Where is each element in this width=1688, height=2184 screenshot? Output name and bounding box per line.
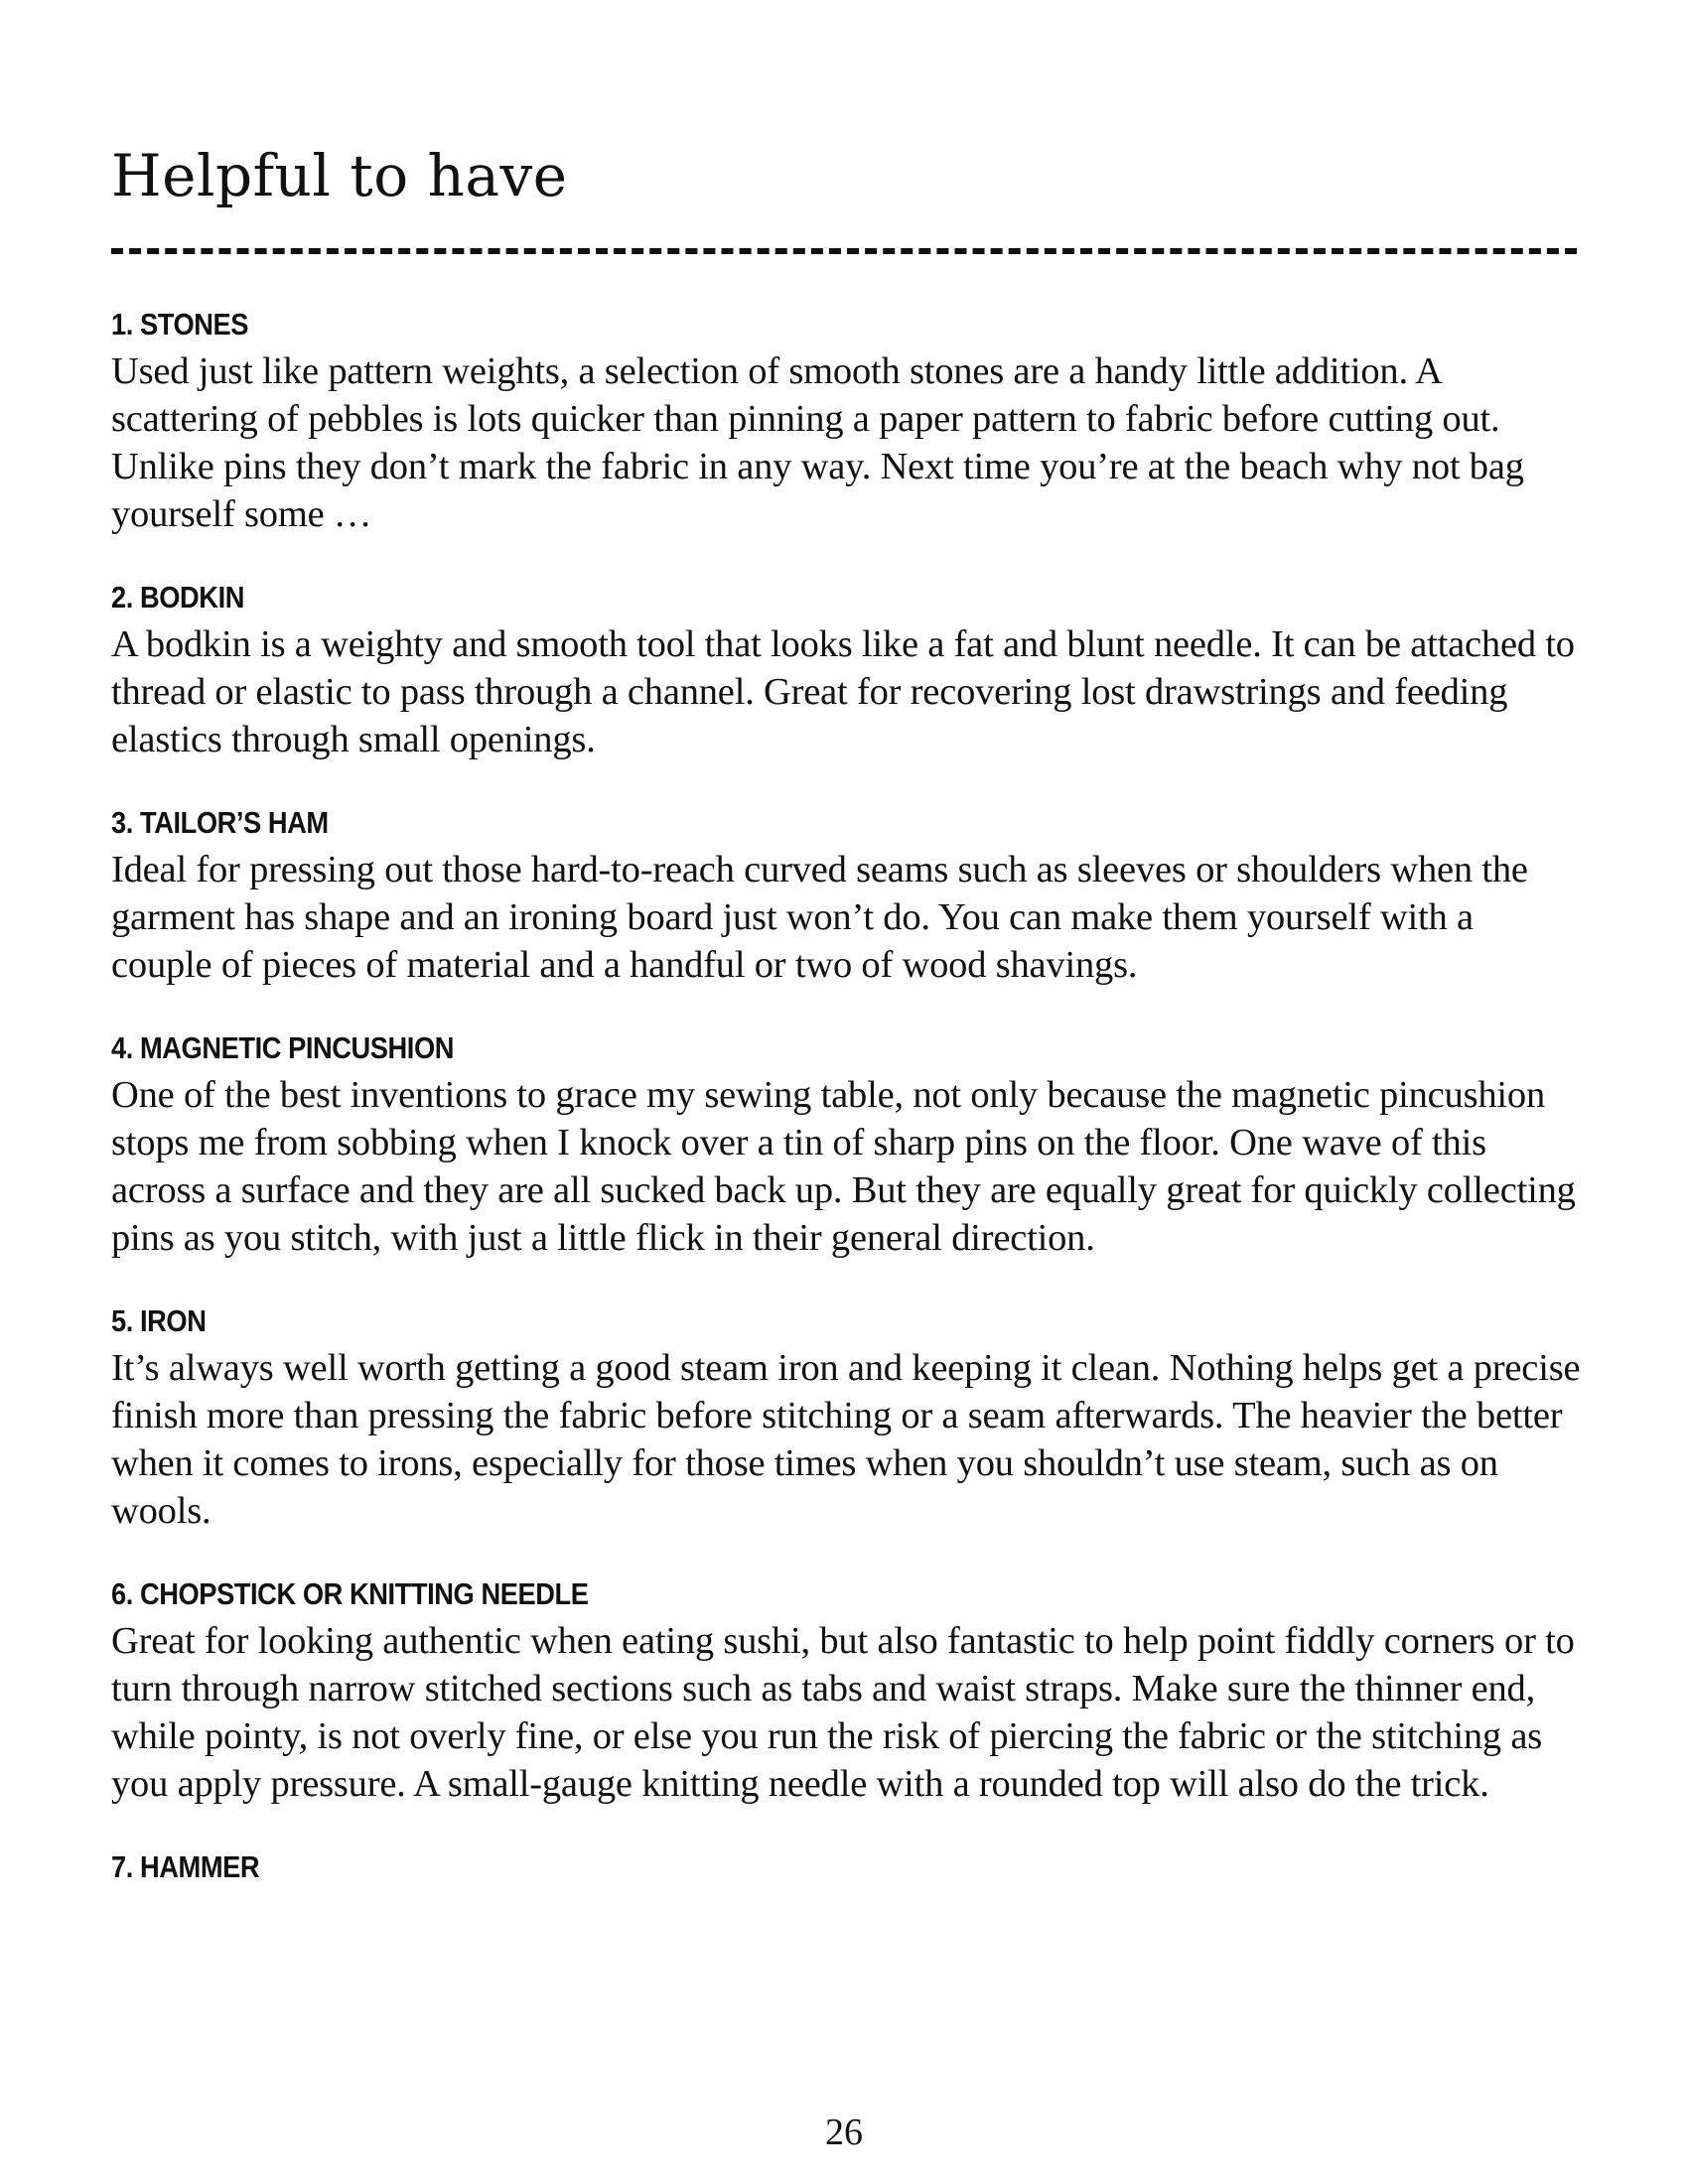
section-heading: 6. CHOPSTICK OR KNITTING NEEDLE: [111, 1576, 589, 1611]
section-body: A bodkin is a weighty and smooth tool that looks like a fat and blunt needle. It can be attached to thread or elastic to pass through a channel. Great for recovering lost drawstrings and feeding elastics through small openings.: [111, 623, 1575, 760]
section-body: One of the best inventions to grace my sewing table, not only because the magnetic pincushion stops me from sobbing when I knock over a tin of sharp pins on the floor. One wave of this across a surface and they are all sucked back up. But they are equally great for quickly collecting pins as you stitch, with just a little flick in their general direction.: [111, 1074, 1576, 1259]
section-magnetic-pincushion: [111, 1025, 1581, 1262]
section-body: Ideal for pressing out those hard-to-reach curved seams such as sleeves or shoulders when the garment has shape and an ironing board just won’t do. You can make them yourself with a couple of pieces of material and a handful or two of wood shavings.: [111, 849, 1528, 986]
section-iron: [111, 1298, 1581, 1535]
section-heading: 3. TAILOR’S HAM: [111, 805, 329, 840]
section-heading: 2. BODKIN: [111, 580, 244, 614]
section-bodkin: [111, 575, 1581, 763]
section-body: Great for looking authentic when eating sushi, but also fantastic to help point fiddly corners or to turn through narrow stitched sections such as tabs and waist straps. Make sure the thinner end, while pointy, is not overly fine, or else you run the risk of piercing the fabric or the stitching as you apply pressure. A small-gauge knitting needle with a rounded top will also do the trick.: [111, 1620, 1575, 1805]
section-heading: 7. HAMMER: [111, 1849, 260, 1884]
page-number: 26: [825, 2112, 863, 2153]
section-tailors-ham: [111, 800, 1581, 989]
section-body: It’s always well worth getting a good steam iron and keeping it clean. Nothing helps get a precise finish more than pressing the fabric before stitching or a seam afterwards. The heavier the better when it comes to irons, especially for those times when you shouldn’t use steam, such as on wools.: [111, 1347, 1581, 1532]
section-heading: 1. STONES: [111, 307, 249, 341]
page-title: Helpful to have: [111, 142, 568, 209]
item-list: [111, 302, 1581, 1927]
section-body: Used just like pattern weights, a selection of smooth stones are a handy little addition. A scattering of pebbles is lots quicker than pinning a paper pattern to fabric before cutting out. Unlike pins they don’t mark the fabric in any way. Next time you’re at the beach why not bag yourself some …: [111, 350, 1524, 535]
section-heading: 5. IRON: [111, 1303, 207, 1338]
section-hammer: [111, 1844, 1581, 1890]
section-chopstick: [111, 1571, 1581, 1808]
title-divider: [111, 248, 1577, 254]
section-stones: [111, 302, 1581, 538]
section-heading: 4. MAGNETIC PINCUSHION: [111, 1030, 454, 1065]
